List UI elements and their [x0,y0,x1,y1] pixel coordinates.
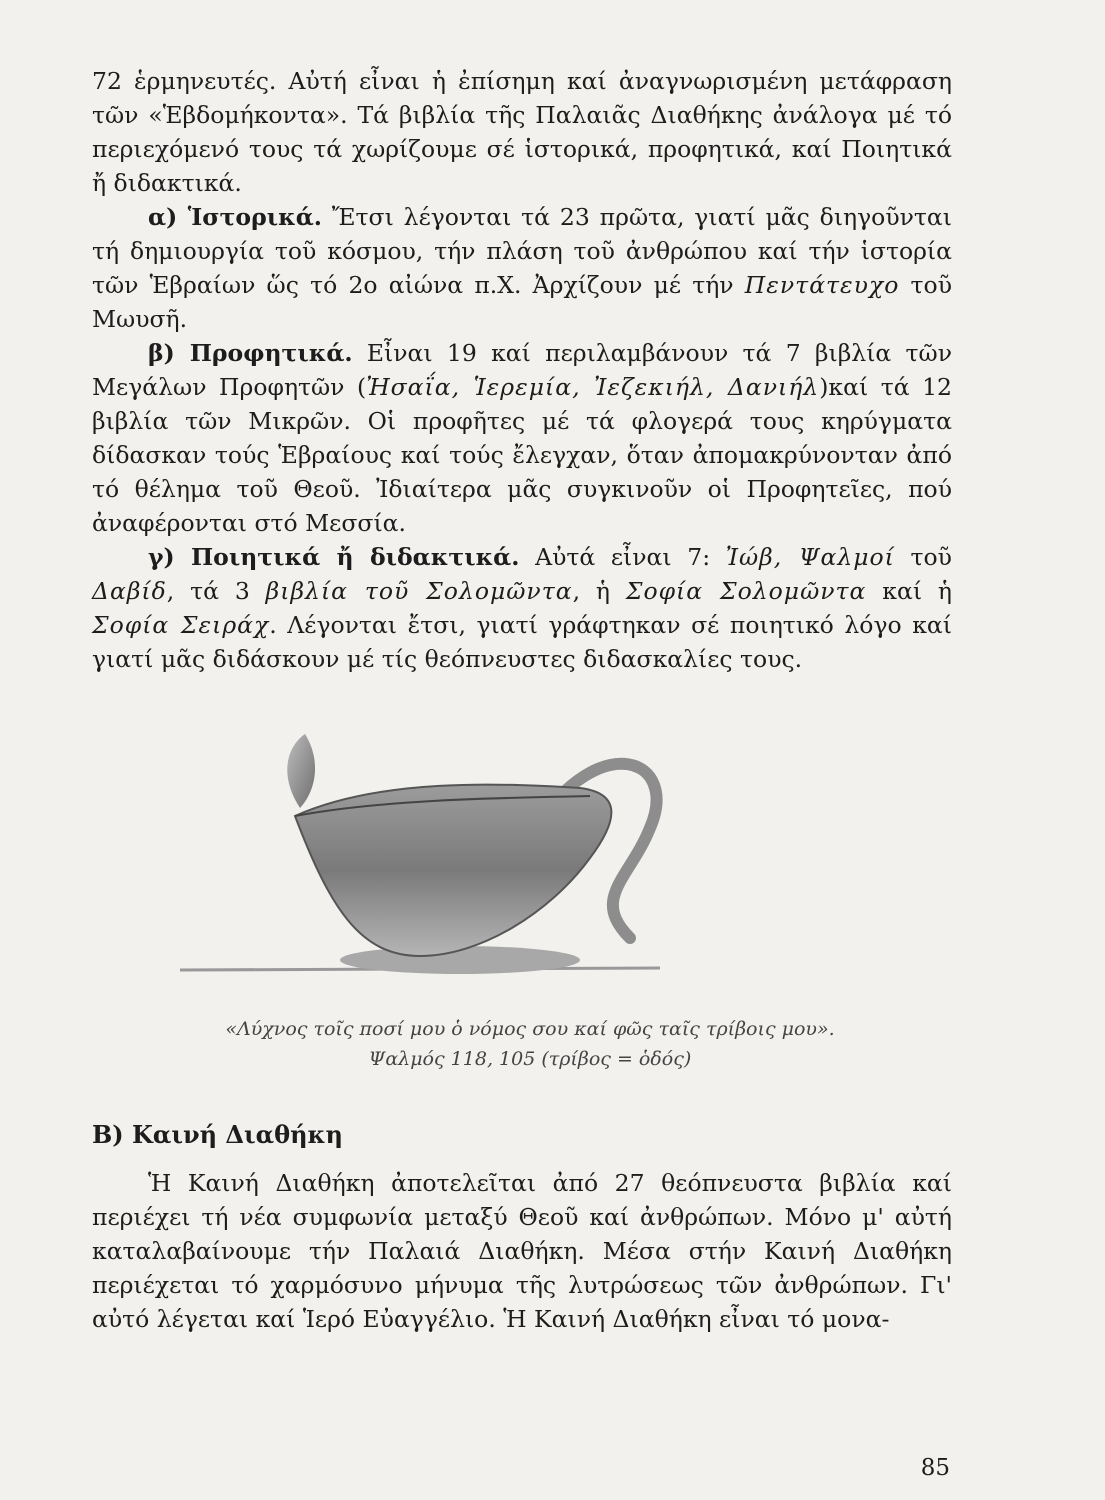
poetic-text-6: . Λέγονται ἔτσι, γιατί γράφτηκαν σέ ποιητικό λόγο καί γιατί μᾶς διδάσκουν μέ τίς θεόπνευστες διδασκαλίες τους. [92,611,952,673]
poetic-text-2: τοῦ [910,543,952,571]
poetic-label: γ) Ποιητικά ἤ διδακτικά. [148,543,520,571]
intro-paragraph: 72 ἑρμηνευτές. Αὐτή εἶναι ἡ ἐπίσημη καί ἀναγνωρισμένη μετάφραση τῶν «Ἑβδομήκοντα». Τά βιβλία τῆς Παλαιᾶς Διαθήκης ἀνάλογα μέ τό περιεχόμενό τους τά χωρίζουμε σέ ἱστορικά, προφητικά, καί Ποιητικά ἤ διδακτικά. [92,67,952,197]
pentateuch-italic: Πεντάτευχο [744,271,900,299]
poetic-text-4: , ἡ [572,577,610,605]
old-testament-text [92,64,952,676]
poetic-text-3: , τά 3 [166,577,250,605]
new-testament-paragraph: Ἡ Καινή Διαθήκη ἀποτελεῖται ἀπό 27 θεόπνευστα βιβλία καί περιέχει τή νέα συμφωνία μεταξύ Θεοῦ καί ἀνθρώπων. Μόνο μ' αὐτή καταλαβαίνουμε τήν Παλαιά Διαθήκη. Μέσα στήν Καινή Διαθήκη περιέχεται τό χαρμόσυνο μήνυμα τῆς λυτρώσεως τῶν ἀνθρώπων. Γι' αὐτό λέγεται καί Ἱερό Εὐαγγέλιο. Ἡ Καινή Διαθήκη εἶναι τό μονα- [92,1169,952,1333]
solomon-books-italic: βιβλία τοῦ Σολομῶντα [265,577,573,605]
caption-quote: «Λύχνος τοῖς ποσί μου ὁ νόμος σου καί φῶς ταῖς τρίβοις μου». [225,1018,835,1040]
prophetic-label: β) Προφητικά. [148,339,353,367]
job-psalms-italic: Ἰώβ, Ψαλμοί [725,543,895,571]
historical-paragraph [92,200,952,336]
new-testament-text [92,1166,952,1336]
prophetic-text-end: )καί τά 12 βιβλία τῶν Μικρῶν. Οἱ προφῆτες μέ τά φλογερά τους κηρύγματα δίδασκαν τούς Ἑβραίους καί τούς ἔλεγχαν, ὅταν ἀπομακρύνονταν ἀπό τό θέλημα τοῦ Θεοῦ. Ἰδιαίτερα μᾶς συγκινοῦν οἱ Προφητεῖες, πού ἀναφέρονται στό Μεσσία. [92,373,953,537]
lamp-bowl [295,785,611,956]
poetic-paragraph [92,540,952,676]
section-heading-new-testament: Β) Καινή Διαθήκη [92,1120,343,1149]
poetic-text-5: καί ἡ [882,577,952,605]
flame-icon [287,734,315,808]
page-number: 85 [920,1455,950,1481]
poetic-text-1: Αὐτά εἶναι 7: [535,543,711,571]
wisdom-solomon-italic: Σοφία Σολομῶντα [625,577,867,605]
caption-reference: Ψαλμός 118, 105 (τρίβος = ὁδός) [368,1048,692,1070]
oil-lamp-illustration [160,728,680,998]
major-prophets-italic: Ἠσαΐα, Ἱερεμία, Ἰεζεκιήλ, Δανιήλ [366,373,820,401]
prophetic-text: Εἶναι 19 καί περιλαμβάνουν τά 7 βιβλία τῶν Μεγάλων Προφητῶν ( [92,339,953,401]
david-italic: Δαβίδ [92,577,167,605]
sirach-italic: Σοφία Σειράχ [92,611,270,639]
prophetic-paragraph [92,336,952,540]
historical-label: α) Ἱστορικά. [148,203,322,231]
historical-text: Ἔτσι λέγονται τά 23 πρῶτα, γιατί μᾶς διηγοῦνται τή δημιουργία τοῦ κόσμου, τήν πλάση τοῦ ἀνθρώπου καί τήν ἱστορία τῶν Ἑβραίων ὥς τό 2ο αἰώνα π.Χ. Ἀρχίζουν μέ τήν [92,203,952,299]
historical-text-end: τοῦ Μωυσῆ. [92,271,952,333]
